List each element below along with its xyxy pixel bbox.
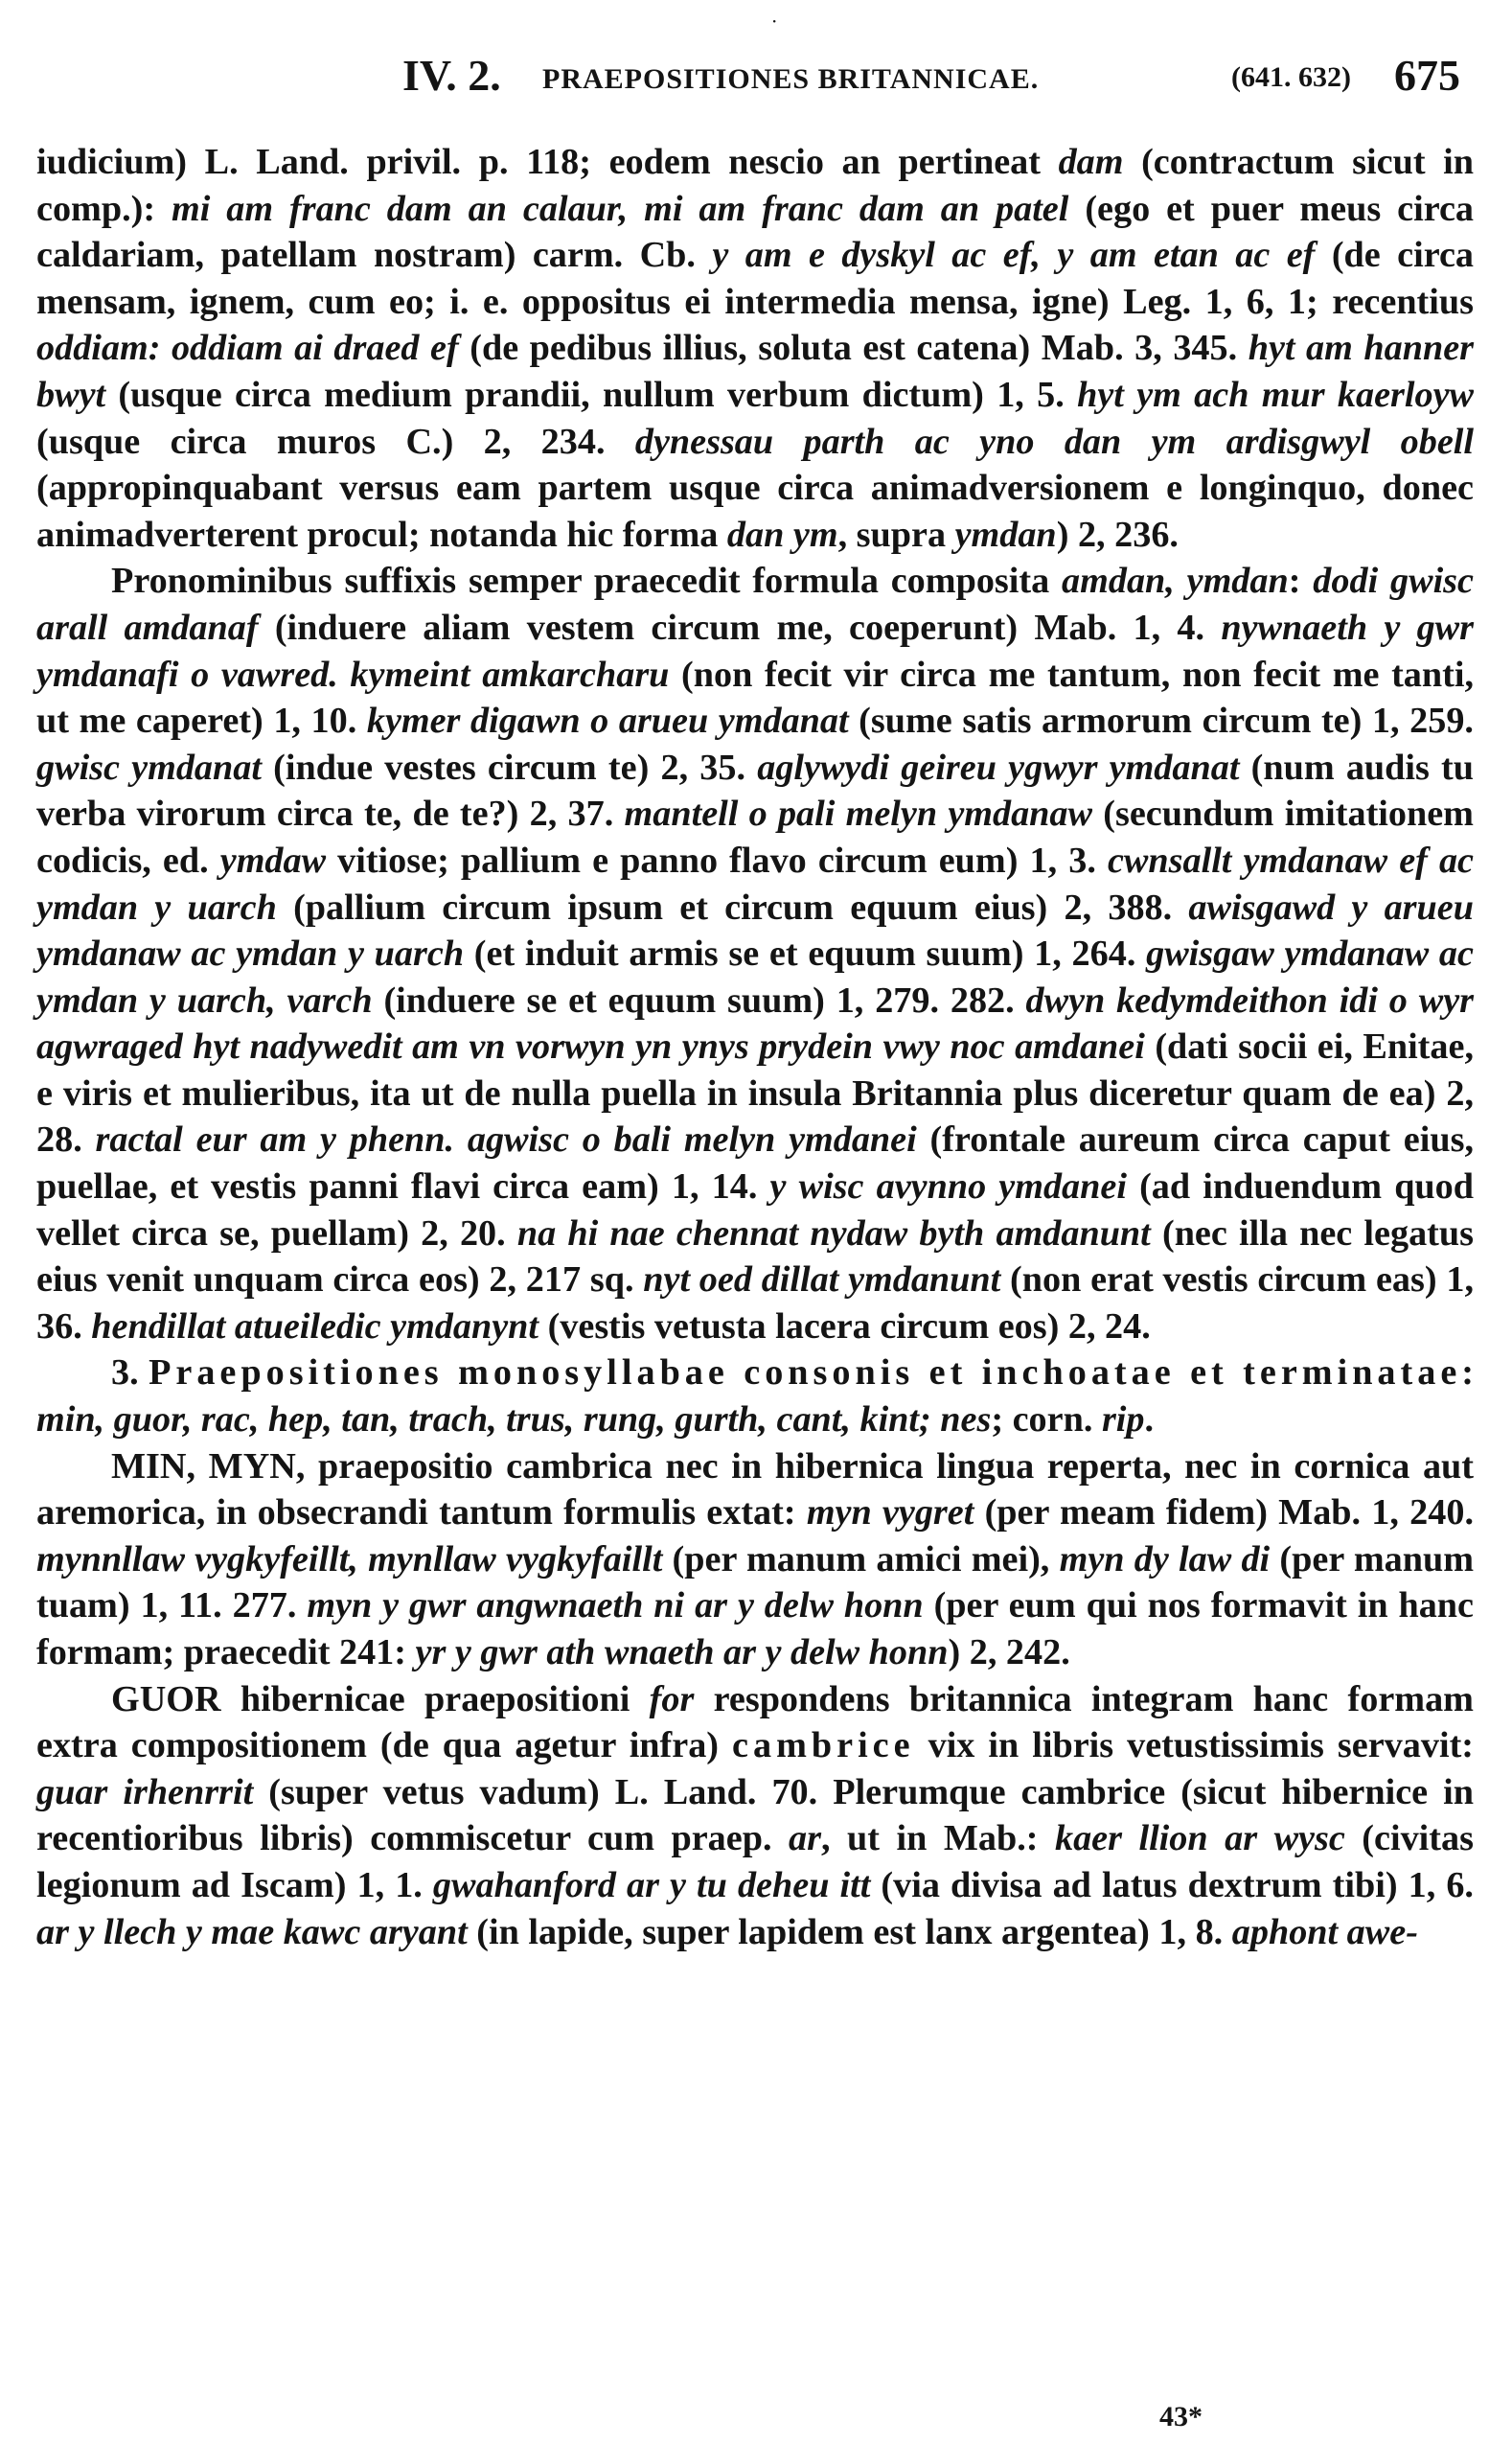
text-run: (per meam fidem) Mab. 1, 240. (974, 1492, 1475, 1533)
welsh-quote: kaer llion ar wysc (1054, 1818, 1345, 1859)
section-number: IV. 2. (402, 51, 501, 100)
spaced-heading: Praepositiones monosyllabae consonis et inchoatae et terminatae (149, 1352, 1462, 1394)
welsh-quote: ar y llech y mae kawc aryant (36, 1911, 468, 1952)
paragraph-2 (36, 558, 1474, 1349)
text-run: (indue vestes circum te) 2, 35. (261, 747, 758, 788)
welsh-quote: hyt am hanner bwyt (36, 328, 1475, 415)
welsh-form: ymdaw (219, 840, 327, 881)
welsh-quote: gwahanford ar y tu deheu itt (432, 1864, 871, 1905)
welsh-quote: myn y gwr angwnaeth ni ar y delw honn (307, 1585, 924, 1626)
text-run: (secundum imitationem codicis, ed. (36, 794, 1474, 881)
text-run: GUOR hibernicae praepositioni (111, 1678, 650, 1719)
text-run: (ego et puer meus circa caldariam, patellam nostram) carm. Cb. (36, 188, 1474, 276)
text-run: vitiose; pallium e panno flavo circum eum) 1, 3. (326, 840, 1108, 881)
text-run: (dati socii ei, Enitae, e viris et mulieribus, ita ut de nulla puella in insula Britannia plus diceretur quam de ea) 2, 28. (36, 1026, 1474, 1161)
text-run: (per manum amici mei), (662, 1538, 1060, 1579)
welsh-quote: ractal eur am y phenn. agwisc o bali melyn ymdanei (95, 1119, 917, 1161)
welsh-form: dan ym (726, 514, 838, 555)
text-run: iudicium) L. Land. privil. p. 118; eodem nescio an pertineat (36, 142, 1059, 182)
text-run: , supra (837, 514, 955, 555)
text-run: (sume satis armorum circum te) 1, 259. (848, 701, 1474, 742)
spaced-word: cambrice (732, 1725, 915, 1766)
welsh-quote: gwisgaw ymdanaw ac ymdan y uarch, varch (36, 934, 1474, 1021)
text-run: (ad induendum quod vellet circa se, puellam) 2, 20. (36, 1166, 1474, 1254)
welsh-quote: y wisc avynno ymdanei (769, 1166, 1127, 1208)
irish-form: for (649, 1678, 695, 1719)
text-run: (super vetus vadum) L. Land. 70. Plerumque cambrice (sicut hibernice in recentioribus libris) commiscetur cum praep. (36, 1771, 1474, 1859)
text-run: Pronominibus suffixis semper praecedit formula composita (111, 561, 1063, 602)
text-run: ) 2, 236. (1056, 514, 1179, 555)
text-run: (nec illa nec legatus eius venit unquam circa eos) 2, 217 sq. (36, 1212, 1474, 1301)
text-run: (in lapide, super lapidem est lanx argentea) 1, 8. (467, 1911, 1232, 1952)
page-number: 675 (1394, 51, 1460, 100)
welsh-form: amdan, ymdan (1062, 561, 1289, 602)
welsh-quote: myn dy law di (1059, 1538, 1271, 1579)
text-run: : (1461, 1352, 1475, 1394)
welsh-form: dam (1058, 142, 1124, 182)
welsh-form: ar (789, 1818, 821, 1859)
paragraph-4 (36, 1443, 1474, 1676)
welsh-quote: hyt ym ach mur kaerloyw (1077, 374, 1475, 415)
body-text (36, 139, 1474, 1955)
text-run: (frontale aureum circa caput eius, puellae, et vestis panni flavi circa eam) 1, 14. (36, 1119, 1475, 1208)
paragraph-5 (36, 1676, 1474, 1956)
text-run: (usque circa muros C.) 2, 234. (36, 421, 635, 462)
welsh-quote: dwyn kedymdeithon idi o wyr agwraged hyt nadywedit am vn vorwyn yn ynys prydein vwy noc amdanei (36, 980, 1475, 1068)
welsh-quote: mynnllaw vygkyfeillt, mynllaw vygkyfaillt (36, 1538, 663, 1579)
welsh-quote: dodi gwisc arall amdanaf (36, 561, 1474, 648)
welsh-list: min, guor, rac, hep, tan, trach, trus, rung, gurth, cant, kint; nes (36, 1399, 992, 1441)
section-number: 3. (111, 1352, 149, 1394)
signature-mark: 43* (1159, 2401, 1203, 2432)
text-run: (pallium circum ipsum et circum equum eius) 2, 388. (276, 887, 1189, 928)
welsh-quote: oddiam: oddiam ai draed ef (36, 328, 459, 369)
welsh-quote: mi am franc dam an calaur, mi am franc dam an patel (172, 188, 1069, 229)
text-run: (per manum tuam) 1, 11. 277. (36, 1538, 1475, 1626)
welsh-quote: dynessau parth ac yno dan ym ardisgwyl obell (634, 421, 1474, 462)
stray-dot: · (771, 10, 778, 33)
welsh-quote: guar irhenrrit (36, 1771, 254, 1812)
welsh-quote: kymer digawn o arueu ymdanat (366, 701, 849, 742)
text-run: . (1144, 1399, 1155, 1441)
text-run: (via divisa ad latus dextrum tibi) 1, 6. (870, 1864, 1474, 1905)
text-run: (induere aliam vestem circum me, coeperunt) Mab. 1, 4. (258, 607, 1222, 648)
welsh-quote: hendillat atueiledic ymdanynt (91, 1305, 539, 1347)
text-run: (de circa mensam, ignem, cum eo; i. e. oppositus ei intermedia mensa, igne) Leg. 1, 6, 1; recentius (36, 235, 1475, 322)
text-run: (contractum sicut in comp.): (36, 142, 1475, 229)
running-header (0, 44, 1512, 113)
text-run: (num audis tu verba virorum circa te, de te?) 2, 37. (36, 747, 1474, 835)
running-title: PRAEPOSITIONES BRITANNICAE. (542, 63, 1040, 95)
text-run: (non fecit vir circa me tantum, non fecit me tanti, ut me caperet) 1, 10. (36, 654, 1474, 742)
text-run: vix in libris vetustissimis servavit: (914, 1725, 1474, 1766)
welsh-quote: aphont awe- (1231, 1911, 1418, 1952)
edition-reference: (641. 632) (1231, 61, 1351, 93)
text-run: (appropinquabant versus eam partem usque circa animadversionem e longinquo, donec animadverterent procul; notanda hic forma (36, 468, 1474, 555)
text-run: (vestis vetusta lacera circum eos) 2, 24. (538, 1305, 1151, 1347)
welsh-quote: myn vygret (806, 1492, 974, 1533)
text-run: (civitas legionum ad Iscam) 1, 1. (36, 1818, 1474, 1905)
cornish-form: rip (1101, 1399, 1145, 1441)
text-run: (de pedibus illius, soluta est catena) Mab. 3, 345. (458, 328, 1249, 369)
welsh-quote: nywnaeth y gwr ymdanafi o vawred. kymeint amkarcharu (36, 607, 1474, 695)
text-run: MIN, MYN, praepositio cambrica nec in hibernica lingua reperta, nec in cornica aut aremorica, in obsecrandi tantum formulis extat: (36, 1445, 1474, 1533)
text-run: (per eum qui nos formavit in hanc formam; praecedit 241: (36, 1585, 1474, 1672)
paragraph-3 (36, 1349, 1474, 1442)
welsh-quote: gwisc ymdanat (36, 747, 262, 788)
text-run: , ut in Mab.: (820, 1818, 1055, 1859)
welsh-quote: na hi nae chennat nydaw byth amdanunt (516, 1212, 1151, 1254)
welsh-quote: awisgawd y arueu ymdanaw ac ymdan y uarch (36, 887, 1474, 975)
text-run: ; corn. (991, 1399, 1102, 1441)
paragraph-1 (36, 139, 1474, 558)
text-run: (et induit armis se et equum suum) 1, 264. (464, 934, 1147, 975)
text-run: ) 2, 242. (948, 1632, 1070, 1672)
text-run: (usque circa medium prandii, nullum verbum dictum) 1, 5. (105, 374, 1078, 415)
text-run: : (1288, 561, 1314, 602)
welsh-form: ymdan (954, 514, 1057, 555)
welsh-quote: yr y gwr ath wnaeth ar y delw honn (415, 1632, 949, 1672)
welsh-quote: y am e dyskyl ac ef, y am etan ac ef (712, 235, 1316, 276)
welsh-quote: aglywydi geireu ygwyr ymdanat (757, 747, 1240, 788)
welsh-quote: nyt oed dillat ymdanunt (643, 1259, 1001, 1301)
text-run: (induere se et equum suum) 1, 279. 282. (372, 980, 1026, 1021)
text-run: respondens britannica integram hanc formam extra compositionem (de qua agetur infra) (36, 1678, 1474, 1766)
welsh-quote: mantell o pali melyn ymdanaw (624, 794, 1092, 835)
text-run: (non erat vestis circum eas) 1, 36. (36, 1259, 1474, 1347)
welsh-quote: cwnsallt ymdanaw ef ac ymdan y uarch (36, 840, 1474, 928)
